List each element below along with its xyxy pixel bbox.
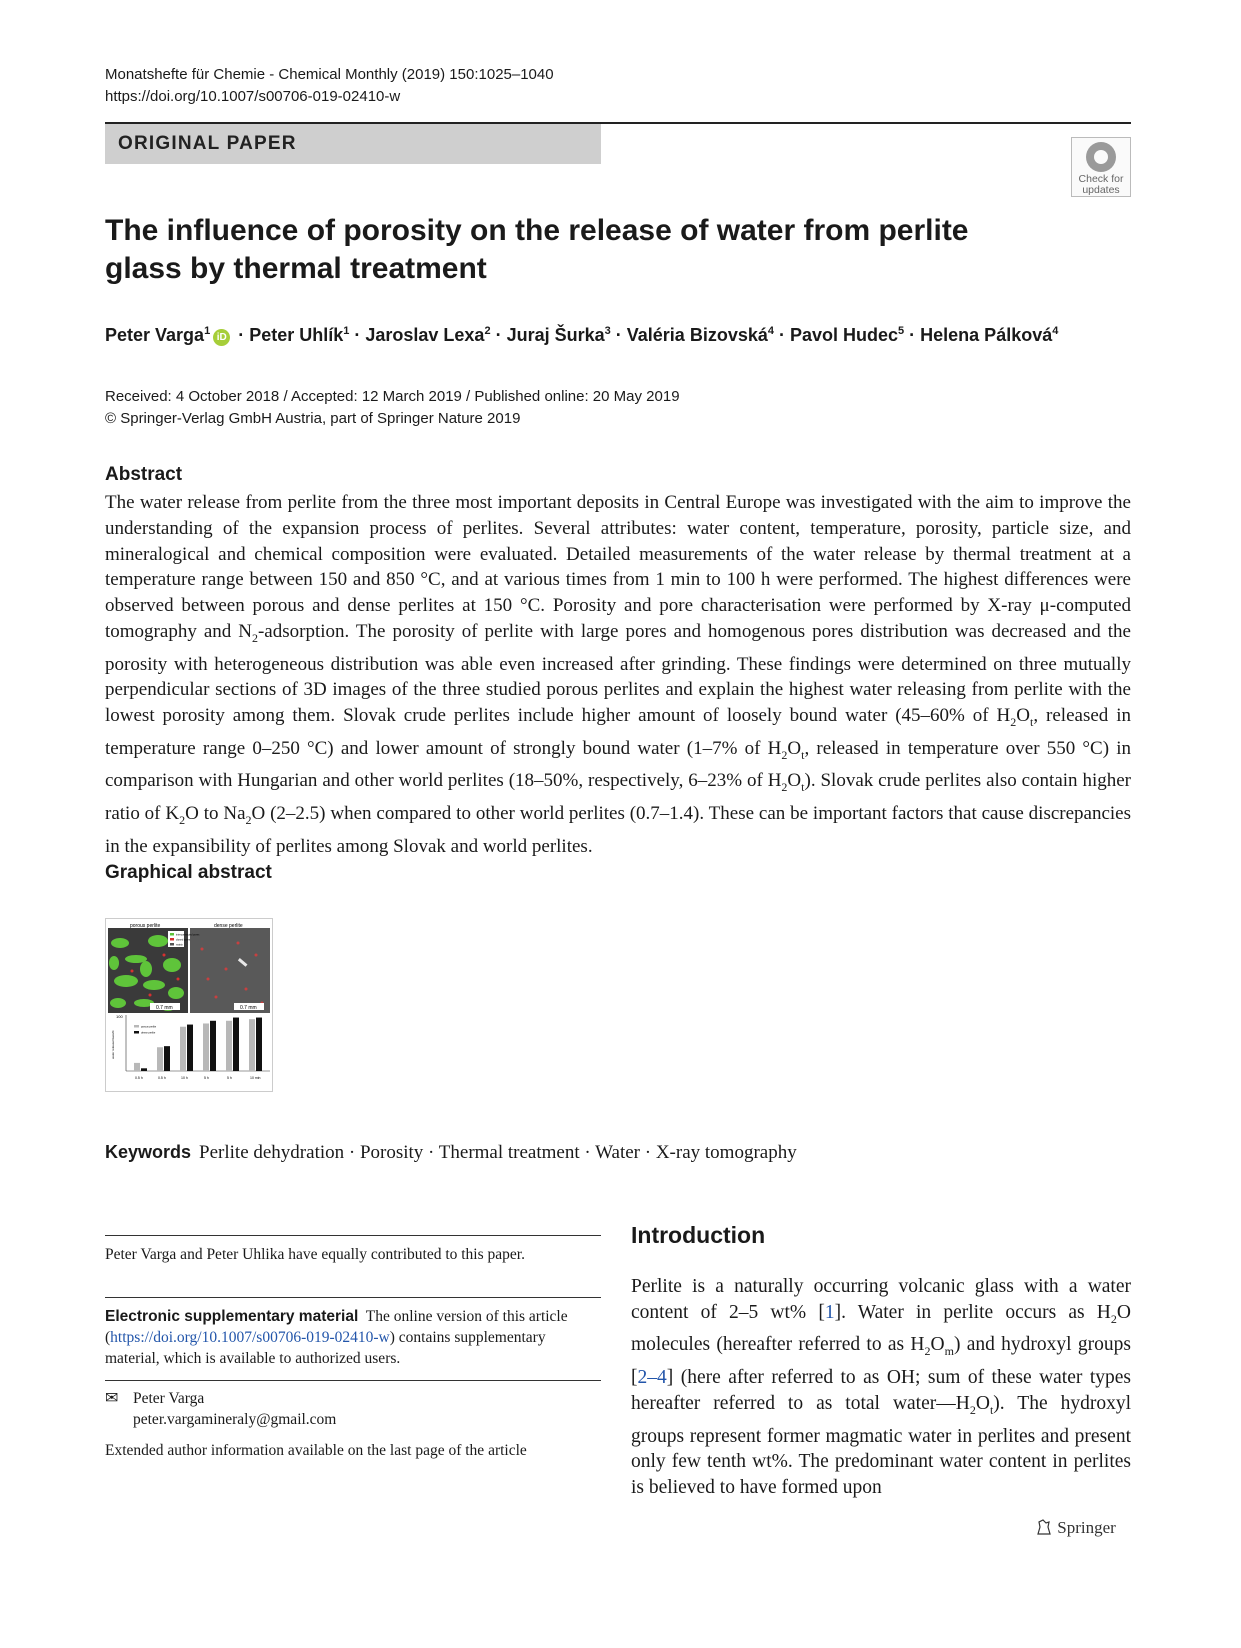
x-tick-label: 10 h xyxy=(181,1076,188,1080)
contact-email[interactable]: peter.vargamineraly@gmail.com xyxy=(133,1411,337,1428)
author-name[interactable]: Peter Varga xyxy=(105,325,205,345)
dense-label: dense perlite xyxy=(214,923,243,929)
ref-link[interactable]: 1 xyxy=(824,1301,835,1323)
author-name[interactable]: Peter Uhlík xyxy=(249,325,344,345)
x-tick-label: 0.5 h xyxy=(135,1076,143,1080)
footnote-rule xyxy=(105,1297,601,1298)
bar-porous-0 xyxy=(134,1063,140,1071)
bar-dense-2 xyxy=(187,1025,193,1071)
x-tick-label: 5 h xyxy=(227,1076,232,1080)
paper-title: The influence of porosity on the release of water from perlite glass by thermal treatment xyxy=(105,214,969,285)
copyright-line: © Springer-Verlag GmbH Austria, part of Springer Nature 2019 xyxy=(105,410,521,427)
separator: · xyxy=(773,325,790,345)
springer-horse-icon xyxy=(1035,1518,1053,1536)
mail-icon: ✉ xyxy=(105,1390,119,1407)
x-tick-label: 0.5 h xyxy=(158,1076,166,1080)
affiliation-mark: 1 xyxy=(343,325,350,337)
introduction-heading: Introduction xyxy=(631,1222,766,1248)
journal-citation: Monatshefte für Chemie - Chemical Monthly (2019) 150:1025–1040 xyxy=(105,66,554,83)
bar-dense-4 xyxy=(233,1018,239,1071)
extended-author-note: Extended author information available on the last page of the article xyxy=(105,1442,527,1459)
legend-1: interconnected pores xyxy=(176,933,200,937)
abstract-text: The water release from perlite from the three most important deposits in Central Europe was investigated with the aim to improve the understanding of the expansion process of perlites. Several attributes: water content, temperature, porosity, particle size, and mineralogical and chemical composition were evaluated. Detailed measurements of the water release by thermal treatment at a temperature range between 150 and 850 °C, and at various times from 1 min to 100 h were performed. The highest differences were observed between porous and dense perlites at 150 °C. Porosity and pore characterisation were performed by X-ray μ-computed tomography and $N_2$-adsorption. The porosity of perlite with large pores and homogenous pores distribution was decreased and the porosity with heterogeneous distribution was able even increased after grinding. These findings were determined on three mutually perpendicular sections of 3D images of the three studied porous perlites and explain the highest water releasing from perlite with the lowest porosity among them. Slovak crude perlites include higher amount of loosely bound water (45–60% of $H_2O_t$, released in temperature range 0–250 °C) and lower amount of strongly bound water (1–7% of $H_2O_t$, released in temperature over 550 °C) in comparison with Hungarian and other world perlites (18–50%, respectively, 6–23% of $H_2O_t$). Slovak crude perlites also contain higher ratio of $K_2O$ to $Na_2O$ (2–2.5) when compared to other world perlites (0.7–1.4). These can be important factors that cause discrepancies in the expansibility of perlites among Slovak and world perlites. xyxy=(105,492,1132,857)
dense-image xyxy=(190,921,270,1013)
affiliation-mark: 1 xyxy=(204,325,211,337)
affiliation-mark: 4 xyxy=(767,325,774,337)
separator: · xyxy=(349,325,366,345)
ref-link[interactable]: 2–4 xyxy=(637,1367,667,1389)
paper-type-label: ORIGINAL PAPER xyxy=(105,124,601,164)
x-tick-label: 5 h xyxy=(204,1076,209,1080)
author-name[interactable]: Pavol Hudec xyxy=(789,325,899,345)
bar-dense-5 xyxy=(256,1018,262,1071)
check-updates-text: Check for updates xyxy=(1078,173,1124,196)
chart-legend-1: porous perlite xyxy=(141,1025,157,1029)
abstract-heading: Abstract xyxy=(105,464,183,485)
bar-porous-4 xyxy=(226,1021,232,1071)
bar-dense-3 xyxy=(210,1021,216,1071)
doi-link[interactable]: https://doi.org/10.1007/s00706-019-02410-w xyxy=(105,88,401,105)
graphical-abstract-figure[interactable] xyxy=(105,918,273,1092)
bar-porous-3 xyxy=(203,1023,209,1071)
x-tick-label: 10 min xyxy=(250,1076,261,1080)
introduction-text: Perlite is a naturally occurring volcanic glass with a water content of 2–5 wt% [1]. Water in perlite occurs as $H_2O$ molecules (hereafter referred to as $H_2O_m$) and hydroxyl groups [2–4] (here after referred to as OH; sum of these water types hereafter referred to as total $water—H_2O_t$). The hydroxyl groups represent former magmatic water in perlites and present only few tenth wt%. The predominant water content in perlites is believed to have formed upon xyxy=(631,1276,1131,1499)
author-list xyxy=(105,325,1058,346)
graphical-abstract-svg xyxy=(106,919,272,1091)
bar-dense-0 xyxy=(141,1068,147,1071)
publisher-name: Springer xyxy=(1057,1518,1116,1537)
affiliation-mark: 4 xyxy=(1052,325,1059,337)
author-name[interactable]: Juraj Šurka xyxy=(506,325,605,345)
keywords-label: Keywords xyxy=(105,1142,192,1162)
ytick-100: 100 xyxy=(116,1014,123,1019)
contact-block xyxy=(105,1388,601,1430)
bar-dense-1 xyxy=(164,1046,170,1071)
author-name[interactable]: Helena Pálková xyxy=(920,325,1053,345)
springer-logo xyxy=(1035,1518,1116,1538)
orcid-icon[interactable]: iD xyxy=(213,329,230,346)
x-tick-group xyxy=(135,1076,261,1080)
legend-3: matrix xyxy=(176,943,183,947)
legend-2: closed pores xyxy=(176,938,191,942)
keywords xyxy=(105,1142,797,1164)
bar-porous-1 xyxy=(157,1047,163,1071)
bar-porous-2 xyxy=(180,1027,186,1071)
y-axis-label: water release/mass% xyxy=(111,1030,115,1059)
affiliation-mark: 2 xyxy=(484,325,491,337)
graphical-abstract-heading: Graphical abstract xyxy=(105,862,272,883)
contact-name: Peter Varga xyxy=(133,1390,205,1407)
separator: · xyxy=(490,325,507,345)
esm-link[interactable]: https://doi.org/10.1007/s00706-019-02410-w xyxy=(110,1329,390,1346)
publication-dates xyxy=(105,386,680,430)
author-name[interactable]: Valéria Bizovská xyxy=(626,325,768,345)
bar-porous-5 xyxy=(249,1019,255,1071)
affiliation-mark: 5 xyxy=(898,325,905,337)
separator: · xyxy=(233,325,250,345)
journal-header xyxy=(105,64,554,108)
chart-legend-2: dense perlite xyxy=(141,1031,156,1035)
equal-contribution-note: Peter Varga and Peter Uhlika have equally contributed to this paper. xyxy=(105,1246,525,1263)
esm-label: Electronic supplementary material xyxy=(105,1308,359,1325)
separator: · xyxy=(610,325,627,345)
keywords-list: Perlite dehydration · Porosity · Thermal treatment · Water · X-ray tomography xyxy=(199,1142,797,1163)
porous-label: porous perlite xyxy=(130,923,161,929)
scale-bar-porous: 0.7 mm xyxy=(156,1005,173,1011)
separator: · xyxy=(904,325,921,345)
esm-note: Electronic supplementary material The online version of this article (https://doi.org/10.1007/s00706-019-02410-w) contains supplementary material, which is available to authorized users. xyxy=(105,1308,568,1367)
check-for-updates-badge[interactable] xyxy=(1071,137,1131,197)
affiliation-mark: 3 xyxy=(604,325,611,337)
footnote-rule xyxy=(105,1235,601,1236)
update-icon xyxy=(1086,142,1116,172)
dates-line: Received: 4 October 2018 / Accepted: 12 March 2019 / Published online: 20 May 2019 xyxy=(105,388,680,405)
author-name[interactable]: Jaroslav Lexa xyxy=(365,325,485,345)
footnote-rule xyxy=(105,1380,601,1381)
scale-bar-dense: 0.7 mm xyxy=(240,1005,257,1011)
